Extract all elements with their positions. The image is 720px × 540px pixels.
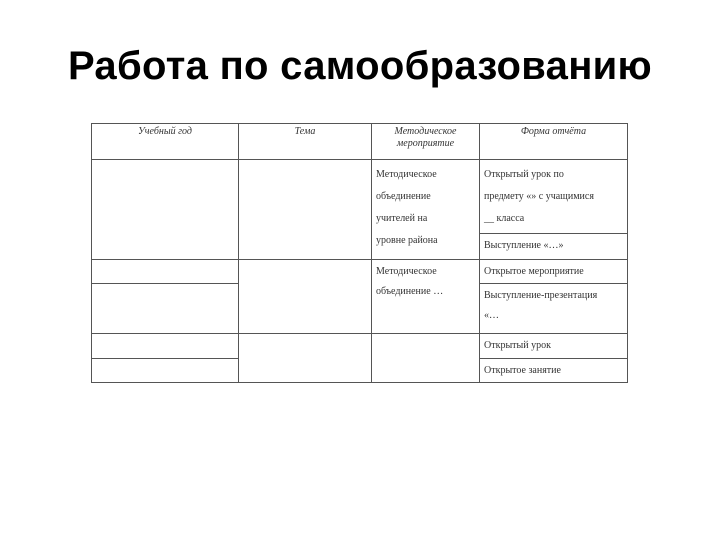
report-cell: [480, 160, 628, 234]
year-cell: [92, 260, 239, 284]
table-row: [92, 260, 628, 284]
report1-line: предмету «» с учащимися: [484, 191, 594, 202]
header-method-event-line1: Методическое: [394, 126, 457, 137]
report5-text: Открытый урок: [484, 340, 551, 351]
year-cell: [92, 334, 239, 359]
report1-line: __ класса: [484, 213, 525, 224]
event-cell: [372, 160, 480, 260]
header-method-event: [372, 124, 480, 160]
table-row: [92, 160, 628, 234]
event-cell: [372, 260, 480, 334]
report2-text: Выступление «…»: [484, 240, 564, 251]
header-academic-year: Учебный год: [92, 124, 239, 160]
report-cell: [480, 234, 628, 260]
year-cell: [92, 284, 239, 334]
header-topic: Тема: [239, 124, 372, 160]
report-cell: [480, 284, 628, 334]
event2-line: Методическое: [376, 266, 437, 277]
table-row: [92, 334, 628, 359]
event1-line: уровне района: [376, 235, 438, 246]
report3-text: Открытое мероприятие: [484, 266, 584, 277]
topic-cell: [239, 260, 372, 334]
page-title: Работа по самообразованию: [67, 44, 653, 88]
event1-line: объединение: [376, 191, 431, 202]
report1-line: Открытый урок по: [484, 169, 564, 180]
event1-line: Методическое: [376, 169, 437, 180]
header-method-event-line2: мероприятие: [396, 138, 455, 149]
year-cell: [92, 160, 239, 260]
event-cell: [372, 334, 480, 383]
report-cell: [480, 334, 628, 359]
topic-cell: [239, 334, 372, 383]
report4-line: «…: [484, 310, 499, 321]
topic-cell: [239, 160, 372, 260]
header-report-form: Форма отчёта: [480, 124, 628, 160]
report-cell: [480, 359, 628, 383]
year-cell: [92, 359, 239, 383]
event1-line: учителей на: [376, 213, 428, 224]
report6-text: Открытое занятие: [484, 365, 561, 376]
report-cell: [480, 260, 628, 284]
table-header-row: [92, 124, 628, 160]
event2-line: объединение …: [376, 286, 444, 297]
self-education-table: [91, 123, 628, 383]
report4-line: Выступление-презентация: [484, 290, 598, 301]
